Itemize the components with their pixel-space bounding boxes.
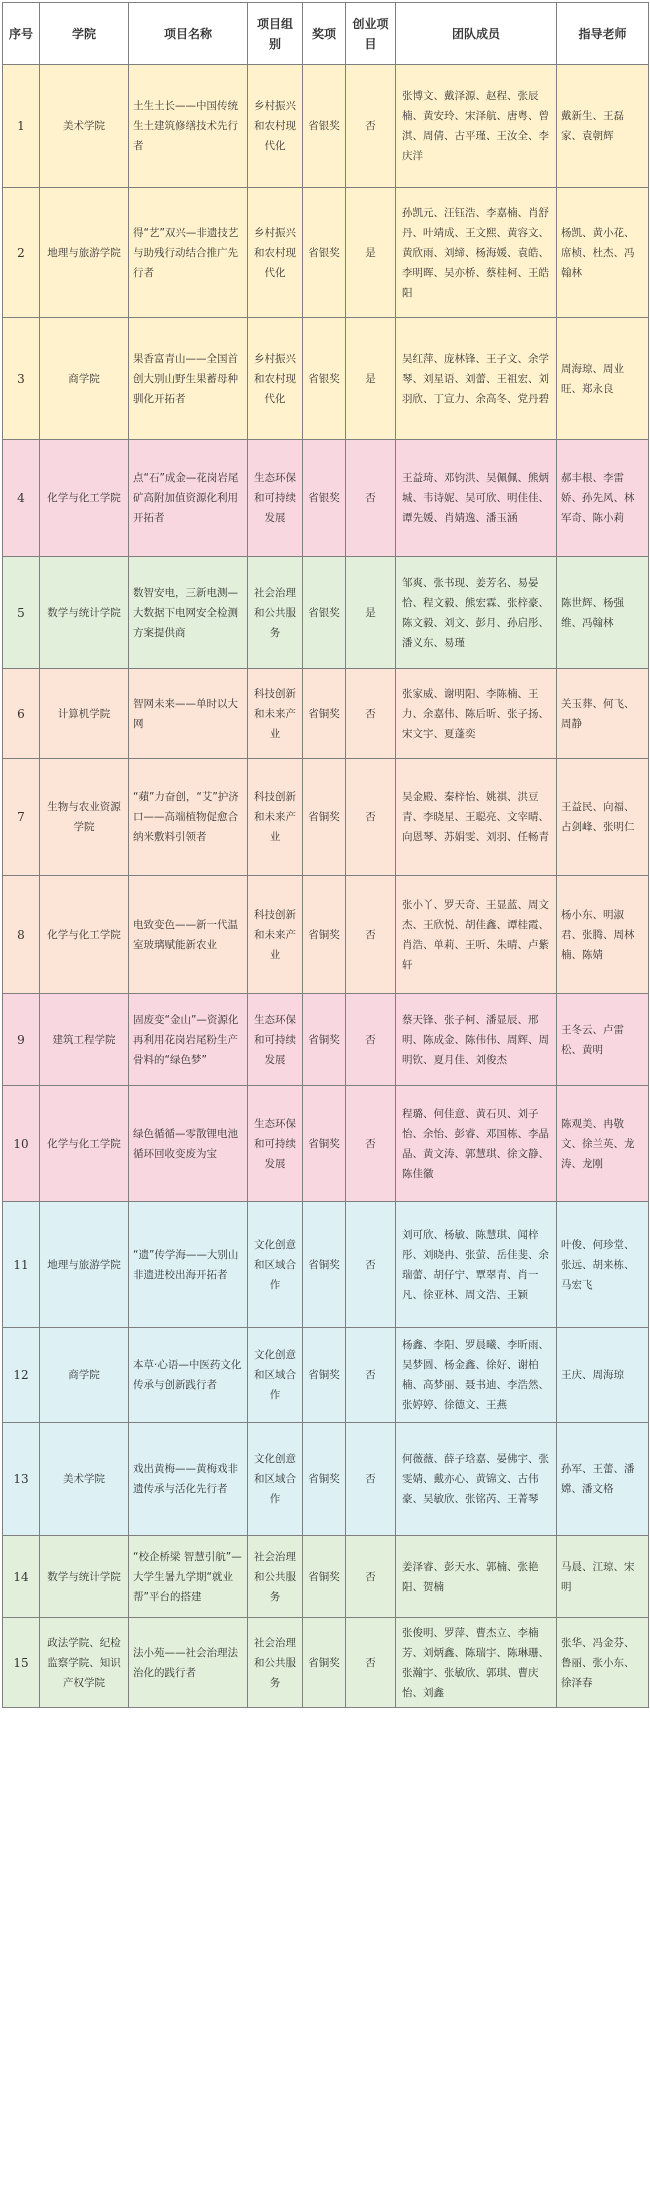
cell-project: 法小苑——社会治理法治化的践行者 [129,1618,248,1708]
cell-project: 果香富青山——全国首创大别山野生果蓄母种驯化开拓者 [129,318,248,440]
header-team: 团队成员 [396,3,557,65]
cell-college: 美术学院 [40,65,129,188]
cell-college: 商学院 [40,318,129,440]
cell-team: 姜泽睿、彭天水、郭楠、张艳阳、贺楠 [396,1536,557,1618]
cell-team: 吴金殿、秦梓怡、姚祺、洪豆青、李晓星、王聪亮、文宰晴、向恩琴、苏娟雯、刘羽、任畅青 [396,759,557,876]
cell-college: 美术学院 [40,1423,129,1536]
cell-index: 9 [3,994,40,1086]
cell-project: 智网未来——单时以大网 [129,669,248,759]
cell-startup: 否 [346,65,396,188]
cell-category: 科技创新和未来产业 [248,669,303,759]
cell-index: 10 [3,1086,40,1202]
cell-category: 生态环保和可持续发展 [248,440,303,557]
cell-award: 省铜奖 [303,1202,346,1328]
cell-college: 化学与化工学院 [40,876,129,994]
cell-award: 省铜奖 [303,1536,346,1618]
cell-startup: 否 [346,876,396,994]
table-row [3,1618,649,1708]
cell-award: 省银奖 [303,557,346,669]
cell-project: 戏出黄梅——黄梅戏非遗传承与活化先行者 [129,1423,248,1536]
table-row [3,1536,649,1618]
cell-category: 文化创意和区域合作 [248,1202,303,1328]
table-row [3,440,649,557]
header-index: 序号 [3,3,40,65]
cell-advisor: 张华、冯金芬、鲁丽、张小东、徐泽春 [557,1618,649,1708]
cell-advisor: 杨凯、黄小花、席桢、杜杰、冯翰林 [557,188,649,318]
cell-college: 生物与农业资源学院 [40,759,129,876]
cell-award: 省铜奖 [303,1423,346,1536]
cell-award: 省银奖 [303,65,346,188]
cell-team: 张家威、谢明阳、李陈楠、王力、余嘉伟、陈后昕、张子扬、宋文宇、夏蓬奕 [396,669,557,759]
cell-advisor: 王冬云、卢雷松、黄明 [557,994,649,1086]
cell-category: 科技创新和未来产业 [248,876,303,994]
cell-category: 生态环保和可持续发展 [248,1086,303,1202]
cell-college: 地理与旅游学院 [40,188,129,318]
cell-index: 8 [3,876,40,994]
header-award: 奖项 [303,3,346,65]
cell-team: 程璐、何佳意、黄石贝、刘子怡、余怡、彭睿、邓国栋、李晶晶、黄文涛、郭慧琪、徐文静、陈佳徽 [396,1086,557,1202]
cell-team: 张博文、戴泽源、赵程、张辰楠、黄安玲、宋泽航、唐粤、曾淇、周倩、古平瑾、王汝全、李庆洋 [396,65,557,188]
cell-college: 建筑工程学院 [40,994,129,1086]
award-table [2,2,649,1708]
cell-award: 省银奖 [303,318,346,440]
cell-award: 省铜奖 [303,1618,346,1708]
cell-index: 1 [3,65,40,188]
cell-advisor: 杨小东、明淑君、张腾、周林楠、陈婧 [557,876,649,994]
cell-project: “遗”传学海——大别山非遗进校出海开拓者 [129,1202,248,1328]
cell-index: 5 [3,557,40,669]
cell-startup: 否 [346,994,396,1086]
cell-index: 15 [3,1618,40,1708]
table-row [3,876,649,994]
cell-project: 土生土长——中国传统生土建筑修缮技术先行者 [129,65,248,188]
cell-index: 13 [3,1423,40,1536]
cell-team: 何薇薇、薛子琀嘉、晏佛宇、张雯婧、戴亦心、黄锦文、古伟豪、吴敏欣、张铭芮、王菁琴 [396,1423,557,1536]
table-row [3,759,649,876]
table-body [3,65,649,1708]
cell-startup: 否 [346,1086,396,1202]
table-row [3,1328,649,1423]
cell-advisor: 陈世辉、杨强维、冯翰林 [557,557,649,669]
cell-index: 4 [3,440,40,557]
cell-advisor: 马晨、江琼、宋明 [557,1536,649,1618]
cell-project: 数智安电，三新电测—大数据下电网安全检测方案提供商 [129,557,248,669]
table-row [3,65,649,188]
cell-team: 吴红萍、庞林锋、王子文、余学琴、刘星语、刘蕾、王祖宏、刘羽欣、丁宣力、余高冬、党丹碧 [396,318,557,440]
table-row [3,188,649,318]
cell-project: “校企桥梁 智慧引航”—大学生暑九学期“就业帮”平台的搭建 [129,1536,248,1618]
cell-advisor: 戴新生、王磊家、袁朝辉 [557,65,649,188]
cell-category: 社会治理和公共服务 [248,557,303,669]
cell-index: 14 [3,1536,40,1618]
cell-team: 孙凯元、汪钰浩、李嘉楠、肖舒丹、叶靖成、王文熙、黄容文、黄欣雨、刘缔、杨海媛、袁皓、李明晖、吴亦桥、蔡桂柯、王皓阳 [396,188,557,318]
header-college: 学院 [40,3,129,65]
header-category: 项目组别 [248,3,303,65]
cell-startup: 否 [346,669,396,759]
table-row [3,557,649,669]
header-startup: 创业项目 [346,3,396,65]
cell-category: 文化创意和区域合作 [248,1328,303,1423]
cell-award: 省铜奖 [303,669,346,759]
header-project: 项目名称 [129,3,248,65]
cell-startup: 是 [346,188,396,318]
cell-advisor: 陈观美、冉敬文、徐兰英、龙涛、龙刚 [557,1086,649,1202]
cell-advisor: 周海琼、周业旺、郑永良 [557,318,649,440]
cell-startup: 否 [346,1328,396,1423]
cell-advisor: 郝丰根、李雷娇、孙先风、林军奇、陈小莉 [557,440,649,557]
cell-startup: 否 [346,1202,396,1328]
cell-college: 数学与统计学院 [40,1536,129,1618]
cell-team: 杨鑫、李阳、罗晨曦、李昕雨、吴梦圆、杨金鑫、徐好、谢柏楠、高梦丽、聂书迪、李浩然、张婷婷、徐德文、王燕 [396,1328,557,1423]
cell-startup: 否 [346,1536,396,1618]
cell-project: 得“艺”双兴—非遗技艺与助残行动结合推广先行者 [129,188,248,318]
cell-team: 王益琦、邓钧洪、吴佩佩、熊炳城、韦诗妮、吴可欣、明佳佳、谭先媛、肖婧逸、潘玉涵 [396,440,557,557]
cell-college: 政法学院、纪检监察学院、知识产权学院 [40,1618,129,1708]
cell-index: 11 [3,1202,40,1328]
header-row [3,3,649,65]
table-row [3,669,649,759]
cell-index: 3 [3,318,40,440]
cell-advisor: 孙军、王蕾、潘嫦、潘文格 [557,1423,649,1536]
cell-index: 2 [3,188,40,318]
cell-college: 化学与化工学院 [40,1086,129,1202]
cell-project: 电致变色——新一代温室玻璃赋能新农业 [129,876,248,994]
cell-award: 省铜奖 [303,876,346,994]
cell-category: 乡村振兴和农村现代化 [248,65,303,188]
cell-college: 数学与统计学院 [40,557,129,669]
cell-team: 张俊明、罗萍、曹杰立、李楠芳、刘炳鑫、陈瑞宇、陈琳珊、张瀚宇、张敏欣、郭琪、曹庆怡、刘鑫 [396,1618,557,1708]
cell-startup: 否 [346,440,396,557]
cell-advisor: 叶俊、何珍堂、张远、胡来栋、马宏飞 [557,1202,649,1328]
cell-category: 文化创意和区域合作 [248,1423,303,1536]
table-row [3,994,649,1086]
cell-index: 7 [3,759,40,876]
cell-award: 省铜奖 [303,1086,346,1202]
cell-award: 省铜奖 [303,759,346,876]
cell-team: 邹爽、张书现、姜芳名、易晏恰、程文毅、熊宏霖、张梓豪、陈文毅、刘文、彭月、孙启彤、潘义东、易瑾 [396,557,557,669]
table-row [3,1202,649,1328]
cell-category: 社会治理和公共服务 [248,1536,303,1618]
cell-startup: 是 [346,318,396,440]
cell-project: 点“石”成金—花岗岩尾矿高附加值资源化利用开拓者 [129,440,248,557]
cell-category: 科技创新和未来产业 [248,759,303,876]
cell-project: 固废变“金山”—资源化再利用花岗岩尾粉生产骨料的“绿色梦” [129,994,248,1086]
cell-college: 计算机学院 [40,669,129,759]
cell-award: 省银奖 [303,440,346,557]
cell-advisor: 关玉葬、何飞、周静 [557,669,649,759]
cell-project: “蘋”力奋创，“艾”护济口——高端植物促愈合纳米敷料引领者 [129,759,248,876]
cell-startup: 否 [346,759,396,876]
cell-category: 乡村振兴和农村现代化 [248,188,303,318]
cell-startup: 否 [346,1618,396,1708]
cell-award: 省铜奖 [303,1328,346,1423]
table-row [3,318,649,440]
cell-team: 刘可欣、杨敏、陈慧琪、闻梓彤、刘晓冉、张萤、岳佳斐、余瑞蕾、胡仔宁、覃翠青、肖一凡、徐亚林、周文浩、王颖 [396,1202,557,1328]
header-advisor: 指导老师 [557,3,649,65]
cell-index: 12 [3,1328,40,1423]
cell-advisor: 王益民、向福、占剑峰、张明仁 [557,759,649,876]
cell-team: 蔡天锋、张子柯、潘显辰、邢明、陈成金、陈伟伟、周辉、周明钦、夏月佳、刘俊杰 [396,994,557,1086]
cell-college: 化学与化工学院 [40,440,129,557]
cell-startup: 否 [346,1423,396,1536]
cell-category: 乡村振兴和农村现代化 [248,318,303,440]
cell-startup: 是 [346,557,396,669]
cell-team: 张小丫、罗天奇、王显蓝、周文杰、王欣悦、胡佳鑫、谭桂霞、肖浩、单莉、王听、朱晴、卢紫轩 [396,876,557,994]
cell-award: 省铜奖 [303,994,346,1086]
table-row [3,1086,649,1202]
cell-award: 省银奖 [303,188,346,318]
cell-college: 商学院 [40,1328,129,1423]
cell-index: 6 [3,669,40,759]
cell-college: 地理与旅游学院 [40,1202,129,1328]
cell-project: 绿色循循—零散锂电池循环回收变废为宝 [129,1086,248,1202]
cell-category: 社会治理和公共服务 [248,1618,303,1708]
table-row [3,1423,649,1536]
cell-advisor: 王庆、周海琼 [557,1328,649,1423]
cell-category: 生态环保和可持续发展 [248,994,303,1086]
cell-project: 本草·心语—中医药文化传承与创新践行者 [129,1328,248,1423]
